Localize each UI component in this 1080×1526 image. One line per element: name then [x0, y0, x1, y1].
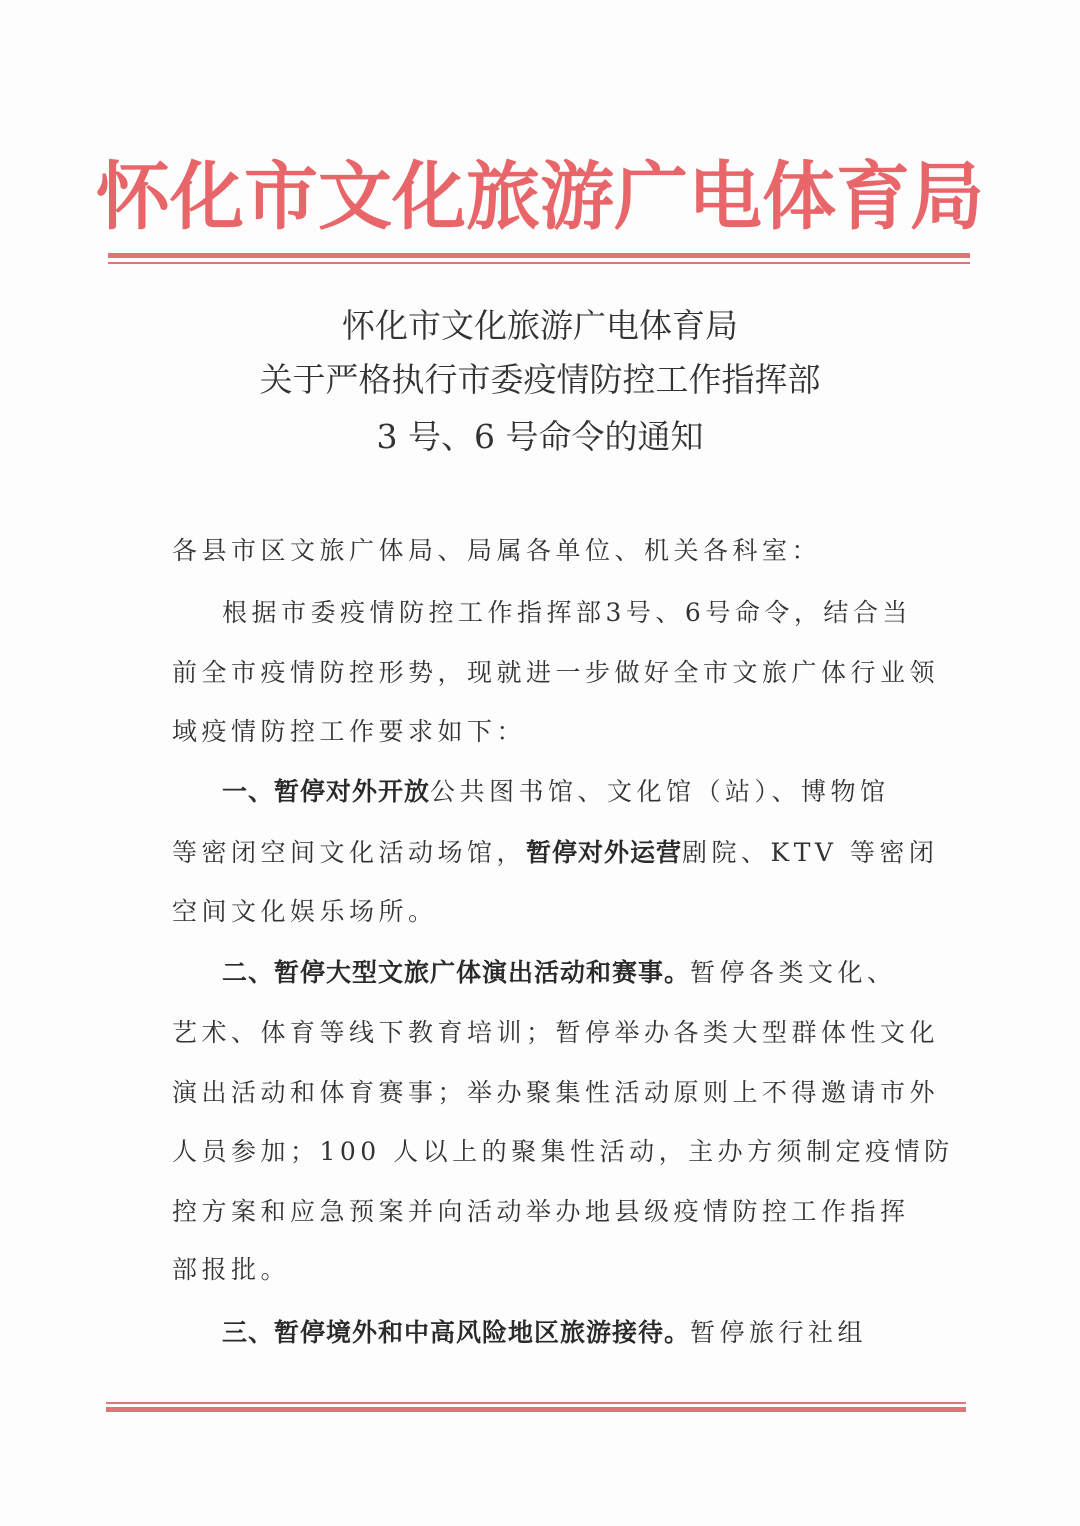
item1-line2-text: 等密闭空间文化活动场馆， — [172, 838, 527, 867]
item2-line-6: 部报批。 — [172, 1255, 291, 1284]
item1-bold-2: 暂停对外运营 — [526, 838, 683, 867]
item2-line-4: 人员参加；100 人以上的聚集性活动，主办方须制定疫情防 — [172, 1137, 954, 1166]
salutation: 各县市区文旅广体局、局属各单位、机关各科室： — [172, 536, 822, 565]
item2-line-2: 艺术、体育等线下教育培训；暂停举办各类大型群体性文化 — [172, 1018, 940, 1047]
item3-tail: 暂停旅行社组 — [690, 1318, 868, 1347]
intro-line-3: 域疫情防控工作要求如下： — [172, 717, 527, 746]
footer-rule-thick — [106, 1407, 966, 1412]
item1-line-3: 空间文化娱乐场所。 — [172, 897, 438, 926]
item1-line-1 — [222, 779, 974, 804]
item2-tail: 暂停各类文化、 — [690, 958, 897, 987]
intro-line-1: 根据市委疫情防控工作指挥部3号、6号命令，结合当 — [222, 598, 912, 627]
item2-line-5: 控方案和应急预案并向活动举办地县级疫情防控工作指挥 — [172, 1197, 910, 1226]
item2-line-1 — [222, 960, 974, 985]
letterhead-rule-thin — [108, 262, 970, 264]
item1-line-2 — [172, 838, 939, 867]
item1-text-1: 公共图书馆、文化馆（站）、博物馆 — [430, 777, 890, 806]
item1-prefix: 一、 — [222, 777, 275, 806]
item3-line-1 — [222, 1320, 974, 1345]
document-title-line3: 3 号、6 号命令的通知 — [376, 417, 704, 456]
document-title-line1: 怀化市文化旅游广电体育局 — [342, 306, 738, 345]
footer-rule-thin — [106, 1402, 966, 1404]
item3-heading: 三、暂停境外和中高风险地区旅游接待。 — [222, 1318, 691, 1347]
intro-line-2: 前全市疫情防控形势，现就进一步做好全市文旅广体行业领 — [172, 658, 940, 687]
item1-bold-1: 暂停对外开放 — [274, 777, 431, 806]
item2-line-3: 演出活动和体育赛事；举办聚集性活动原则上不得邀请市外 — [172, 1078, 940, 1107]
letterhead-rule-thick — [108, 253, 970, 258]
item1-line2-tail: 剧院、KTV 等密闭 — [682, 838, 939, 867]
document-title-line2: 关于严格执行市委疫情防控工作指挥部 — [259, 360, 821, 399]
letterhead-organization: 怀化市文化旅游广电体育局 — [96, 154, 984, 240]
item2-heading: 二、暂停大型文旅广体演出活动和赛事。 — [222, 958, 691, 987]
